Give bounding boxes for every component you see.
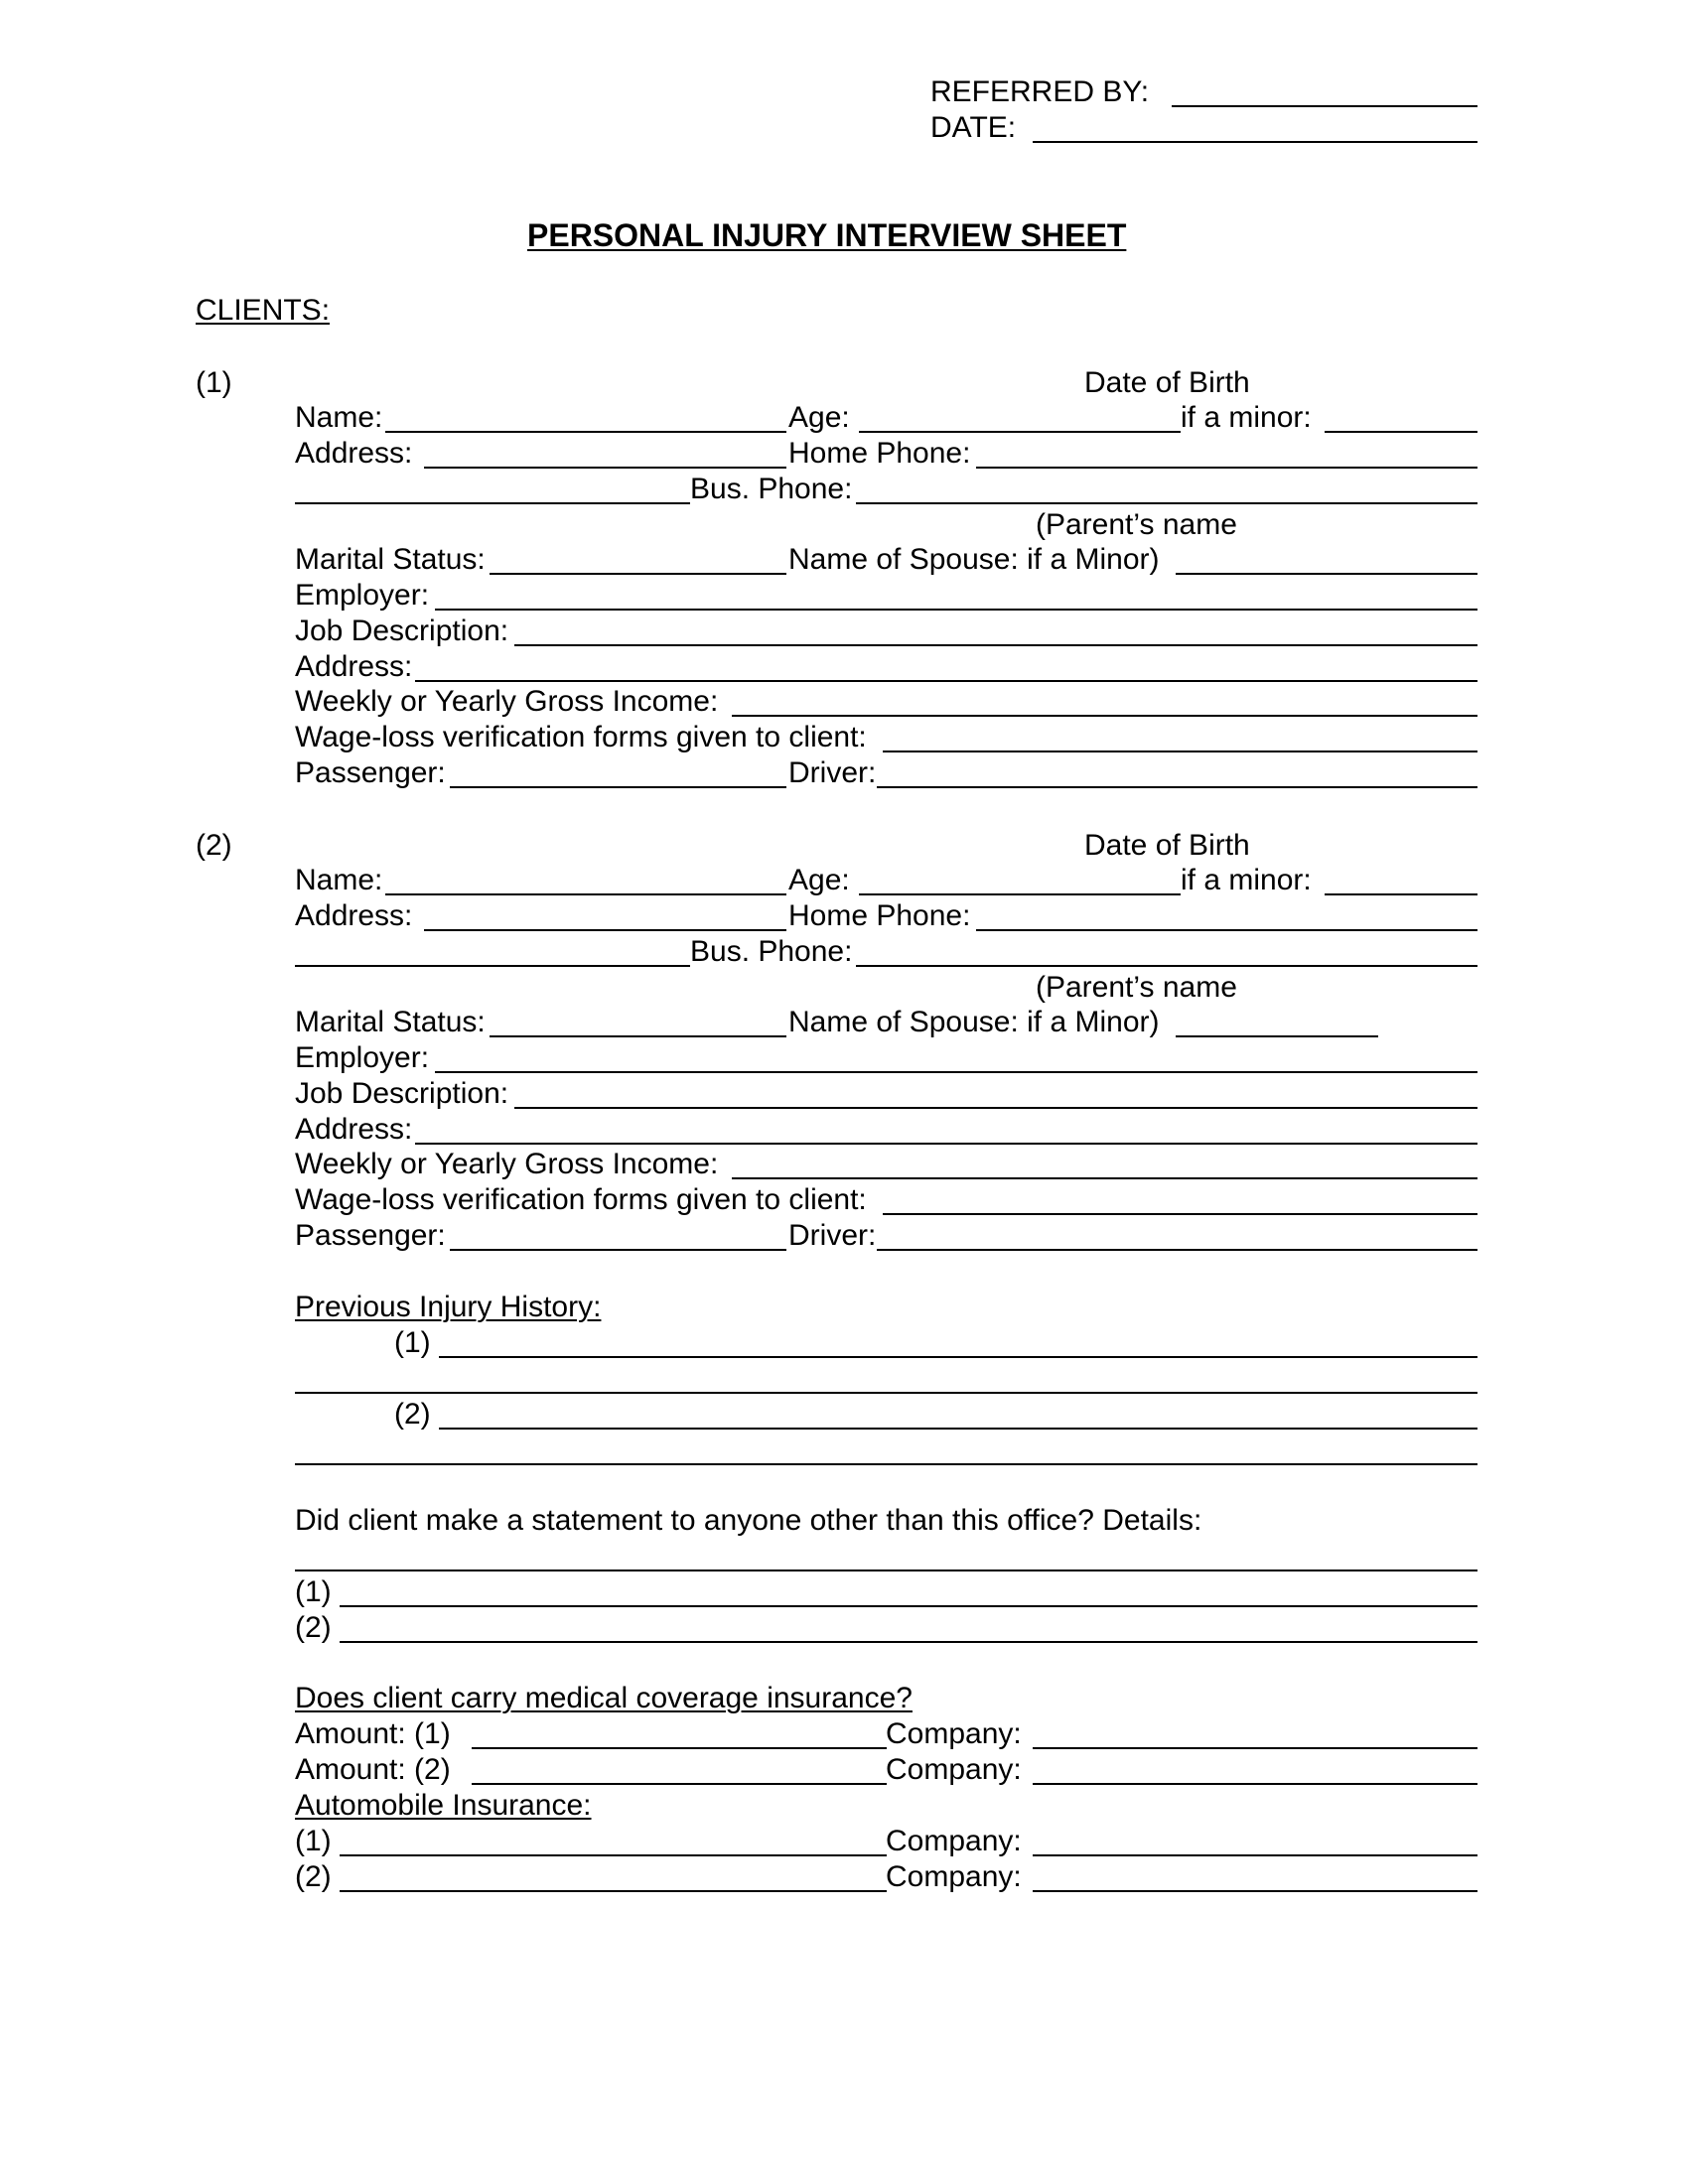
auto-insurance-2-field[interactable]: [340, 1890, 887, 1892]
employer-label: Employer:: [295, 579, 430, 612]
address-label: Address:: [295, 899, 413, 932]
name-label: Name:: [295, 401, 383, 434]
date-label: DATE:: [930, 111, 1017, 144]
injury-2-field[interactable]: [439, 1428, 1477, 1430]
passenger-field[interactable]: [450, 786, 786, 788]
spouse-name-label: Name of Spouse: if a Minor): [788, 543, 1160, 576]
statement-2-field[interactable]: [340, 1641, 1477, 1643]
medical-company-2-field[interactable]: [1033, 1783, 1477, 1785]
client-number: (2): [196, 829, 232, 862]
clients-heading: CLIENTS:: [196, 294, 331, 327]
job-description-label: Job Description:: [295, 1077, 509, 1110]
client-number: (1): [196, 366, 232, 399]
employer-address-field[interactable]: [415, 680, 1477, 682]
age-label: Age:: [788, 864, 850, 896]
passenger-field[interactable]: [450, 1249, 786, 1251]
driver-field[interactable]: [877, 1249, 1477, 1251]
medical-company-1-label: Company:: [886, 1717, 1022, 1750]
address-label: Address:: [295, 437, 413, 470]
gross-income-field[interactable]: [732, 715, 1477, 717]
minor-label: if a minor:: [1181, 864, 1312, 896]
name-field[interactable]: [385, 893, 786, 895]
marital-status-field[interactable]: [490, 573, 786, 575]
date-of-birth-caption: Date of Birth: [1084, 829, 1250, 862]
wage-loss-label: Wage-loss verification forms given to client:: [295, 1183, 867, 1216]
address-field[interactable]: [424, 467, 786, 469]
statement-question: Did client make a statement to anyone other than this office? Details:: [295, 1504, 1202, 1537]
age-label: Age:: [788, 401, 850, 434]
spouse-name-label: Name of Spouse: if a Minor): [788, 1006, 1160, 1038]
bus-phone-label: Bus. Phone:: [690, 473, 853, 505]
minor-label: if a minor:: [1181, 401, 1312, 434]
home-phone-field[interactable]: [976, 929, 1477, 931]
gross-income-field[interactable]: [732, 1177, 1477, 1179]
statement-details-field[interactable]: [295, 1570, 1477, 1571]
medical-amount-1-field[interactable]: [472, 1747, 887, 1749]
marital-status-label: Marital Status:: [295, 543, 486, 576]
date-of-birth-field[interactable]: [1325, 431, 1477, 433]
bus-phone-field[interactable]: [856, 965, 1477, 967]
job-description-field[interactable]: [514, 644, 1477, 646]
medical-insurance-question: Does client carry medical coverage insurance?: [295, 1682, 913, 1714]
medical-amount-2-field[interactable]: [472, 1783, 887, 1785]
address-line-2-field[interactable]: [295, 965, 690, 967]
employer-address-label: Address:: [295, 650, 413, 683]
statement-item-2-label: (2): [295, 1611, 332, 1644]
driver-field[interactable]: [877, 786, 1477, 788]
injury-1-continuation-field[interactable]: [295, 1392, 1477, 1394]
address-line-2-field[interactable]: [295, 502, 690, 504]
age-field[interactable]: [859, 431, 1181, 433]
passenger-label: Passenger:: [295, 756, 446, 789]
passenger-label: Passenger:: [295, 1219, 446, 1252]
bus-phone-field[interactable]: [856, 502, 1477, 504]
employer-address-field[interactable]: [415, 1143, 1477, 1145]
auto-insurance-heading: Automobile Insurance:: [295, 1789, 592, 1822]
parent-name-caption: (Parent’s name: [1036, 508, 1237, 541]
statement-1-field[interactable]: [340, 1605, 1477, 1607]
auto-company-2-label: Company:: [886, 1860, 1022, 1893]
address-field[interactable]: [424, 929, 786, 931]
auto-company-1-field[interactable]: [1033, 1854, 1477, 1856]
medical-amount-2-label: Amount: (2): [295, 1753, 451, 1786]
auto-item-1-label: (1): [295, 1825, 332, 1857]
age-field[interactable]: [859, 893, 1181, 895]
referred-by-field[interactable]: [1172, 105, 1477, 107]
job-description-label: Job Description:: [295, 614, 509, 647]
employer-label: Employer:: [295, 1041, 430, 1074]
marital-status-label: Marital Status:: [295, 1006, 486, 1038]
injury-2-continuation-field[interactable]: [295, 1463, 1477, 1465]
spouse-name-field[interactable]: [1176, 1035, 1378, 1037]
wage-loss-label: Wage-loss verification forms given to client:: [295, 721, 867, 753]
auto-company-1-label: Company:: [886, 1825, 1022, 1857]
medical-company-1-field[interactable]: [1033, 1747, 1477, 1749]
date-of-birth-field[interactable]: [1325, 893, 1477, 895]
driver-label: Driver:: [788, 756, 877, 789]
injury-1-field[interactable]: [439, 1356, 1477, 1358]
home-phone-label: Home Phone:: [788, 899, 971, 932]
bus-phone-label: Bus. Phone:: [690, 935, 853, 968]
injury-history-heading: Previous Injury History:: [295, 1291, 602, 1323]
name-field[interactable]: [385, 431, 786, 433]
home-phone-label: Home Phone:: [788, 437, 971, 470]
wage-loss-field[interactable]: [883, 1213, 1477, 1215]
referred-by-label: REFERRED BY:: [930, 75, 1150, 108]
auto-company-2-field[interactable]: [1033, 1890, 1477, 1892]
page-title: PERSONAL INJURY INTERVIEW SHEET: [527, 217, 1127, 253]
gross-income-label: Weekly or Yearly Gross Income:: [295, 1148, 719, 1180]
gross-income-label: Weekly or Yearly Gross Income:: [295, 685, 719, 718]
medical-company-2-label: Company:: [886, 1753, 1022, 1786]
spouse-name-field[interactable]: [1176, 573, 1477, 575]
employer-address-label: Address:: [295, 1113, 413, 1146]
date-field[interactable]: [1033, 141, 1477, 143]
injury-item-1-label: (1): [394, 1326, 431, 1359]
statement-item-1-label: (1): [295, 1575, 332, 1608]
wage-loss-field[interactable]: [883, 751, 1477, 752]
employer-field[interactable]: [435, 1071, 1477, 1073]
marital-status-field[interactable]: [490, 1035, 786, 1037]
auto-item-2-label: (2): [295, 1860, 332, 1893]
injury-item-2-label: (2): [394, 1398, 431, 1431]
home-phone-field[interactable]: [976, 467, 1477, 469]
employer-field[interactable]: [435, 609, 1477, 611]
driver-label: Driver:: [788, 1219, 877, 1252]
parent-name-caption: (Parent’s name: [1036, 971, 1237, 1004]
name-label: Name:: [295, 864, 383, 896]
auto-insurance-1-field[interactable]: [340, 1854, 887, 1856]
medical-amount-1-label: Amount: (1): [295, 1717, 451, 1750]
job-description-field[interactable]: [514, 1107, 1477, 1109]
date-of-birth-caption: Date of Birth: [1084, 366, 1250, 399]
